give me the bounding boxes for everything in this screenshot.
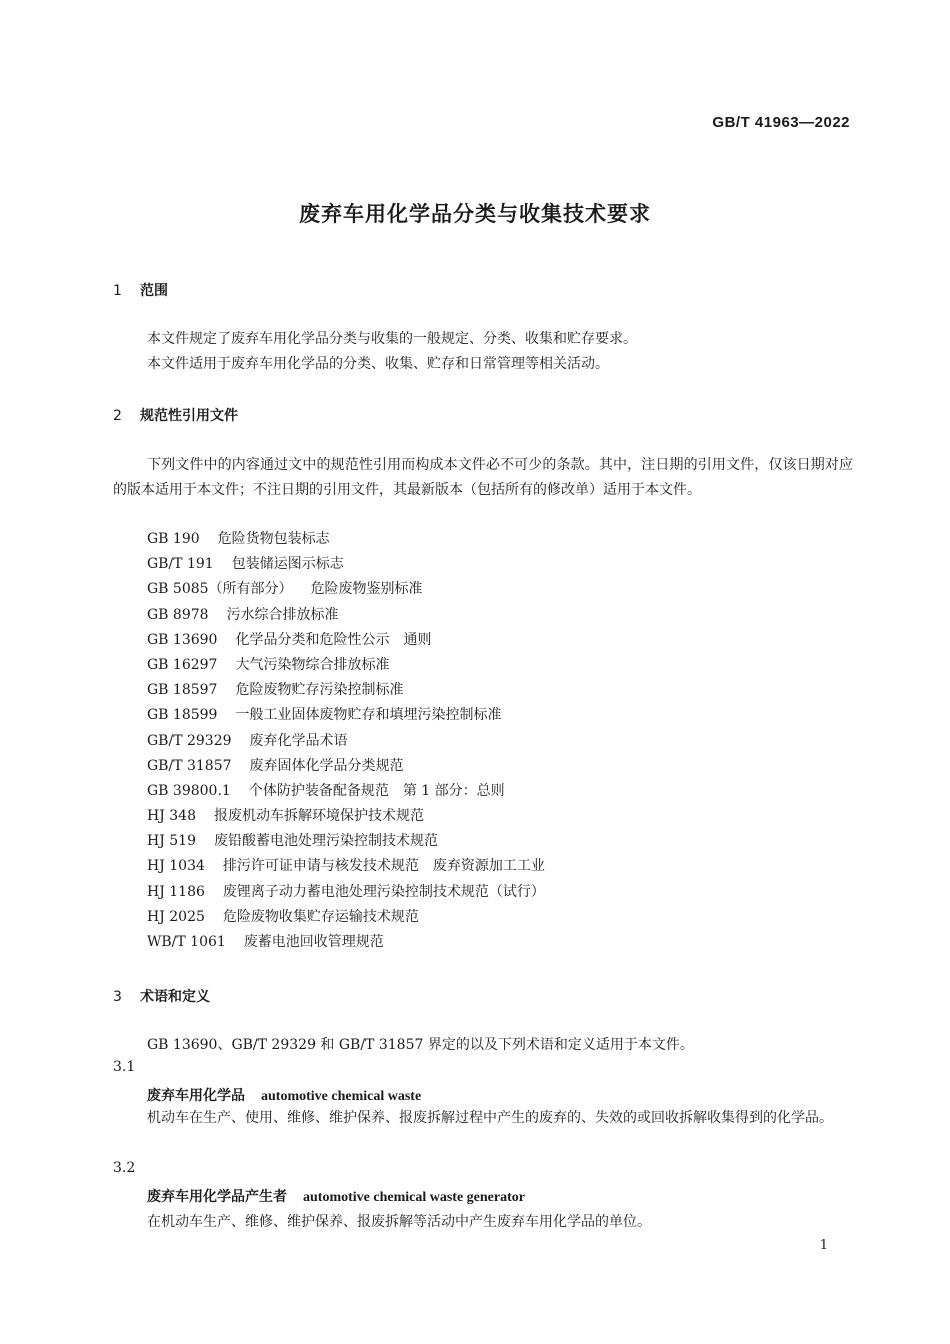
reference-code: HJ 2025	[147, 908, 205, 925]
list-item	[147, 804, 545, 829]
term-english: automotive chemical waste generator	[303, 1190, 525, 1205]
reference-code: GB/T 191	[147, 556, 214, 573]
standard-number: GB/T 41963—2022	[712, 114, 850, 131]
reference-code: HJ 519	[147, 833, 196, 850]
reference-title: 个体防护装备配备规范 第 1 部分：总则	[248, 782, 505, 799]
section-title: 规范性引用文件	[140, 408, 238, 424]
reference-title: 危险废物收集贮存运输技术规范	[222, 908, 419, 925]
term-chinese: 废弃车用化学品产生者	[147, 1189, 287, 1205]
list-item	[147, 854, 545, 879]
reference-list	[147, 527, 545, 955]
reference-title: 危险废物鉴别标准	[310, 581, 423, 598]
reference-title: 废铅酸蓄电池处理污染控制技术规范	[214, 833, 438, 850]
reference-code: HJ 1186	[147, 883, 205, 900]
reference-code: GB 16297	[147, 656, 218, 673]
list-item	[147, 829, 545, 854]
section-number: 3	[113, 989, 122, 1005]
list-item	[147, 729, 545, 754]
reference-title: 一般工业固体废物贮存和填埋污染控制标准	[235, 707, 502, 724]
references-intro: 下列文件中的内容通过文中的规范性引用而构成本文件必不可少的条款。其中，注日期的引用文件，仅该日期对应的版本适用于本文件；不注日期的引用文件，其最新版本（包括所有的修改单）适用于本文件。	[113, 457, 853, 498]
list-item	[147, 653, 545, 678]
list-item	[147, 930, 545, 955]
reference-title: 排污许可证申请与核发技术规范 废弃资源加工工业	[222, 858, 545, 875]
paragraph: 本文件适用于废弃车用化学品的分类、收集、贮存和日常管理等相关活动。	[147, 356, 609, 372]
reference-code: GB 39800.1	[147, 782, 231, 799]
terms-intro: GB 13690、GB/T 29329 和 GB/T 31857 界定的以及下列术语和定义适用于本文件。	[147, 1037, 694, 1053]
section-heading-scope	[113, 280, 168, 300]
paragraph	[113, 453, 853, 503]
reference-code: GB/T 31857	[147, 757, 232, 774]
reference-code: WB/T 1061	[147, 934, 226, 950]
section-heading-normative-references	[113, 405, 238, 425]
reference-title: 废弃固体化学品分类规范	[249, 757, 404, 774]
term-definition: 在机动车生产、维修、维护保养、报废拆解等活动中产生废弃车用化学品的单位。	[147, 1214, 651, 1230]
section-title: 术语和定义	[140, 989, 210, 1005]
reference-code: GB 18597	[147, 682, 218, 699]
section-number: 1	[113, 283, 122, 299]
term-chinese: 废弃车用化学品	[147, 1088, 245, 1104]
section-number: 2	[113, 408, 122, 424]
list-item	[147, 754, 545, 779]
reference-code: GB 13690	[147, 631, 218, 648]
document-title: 废弃车用化学品分类与收集技术要求	[299, 202, 651, 226]
list-item	[147, 905, 545, 930]
list-item	[147, 527, 545, 552]
reference-title: 废蓄电池回收管理规范	[243, 934, 384, 950]
list-item	[147, 678, 545, 703]
reference-code: GB/T 29329	[147, 732, 232, 749]
term-english: automotive chemical waste	[261, 1089, 422, 1104]
list-item	[147, 628, 545, 653]
term-heading	[147, 1085, 421, 1105]
reference-title: 化学品分类和危险性公示 通则	[235, 631, 432, 648]
section-title: 范围	[140, 283, 168, 299]
reference-title: 废弃化学品术语	[249, 732, 348, 749]
reference-code: GB 18599	[147, 707, 218, 724]
paragraph: 本文件规定了废弃车用化学品分类与收集的一般规定、分类、收集和贮存要求。	[147, 331, 637, 347]
reference-title: 报废机动车拆解环境保护技术规范	[214, 808, 424, 825]
list-item	[147, 779, 545, 804]
reference-title: 包装储运图示标志	[231, 556, 344, 573]
list-item	[147, 577, 545, 602]
reference-code: HJ 1034	[147, 858, 205, 875]
reference-title: 危险货物包装标志	[217, 531, 330, 547]
reference-code: HJ 348	[147, 808, 196, 825]
page-number: 1	[819, 1238, 828, 1253]
list-item	[147, 603, 545, 628]
reference-title: 大气污染物综合排放标准	[235, 656, 390, 673]
list-item	[147, 880, 545, 905]
term-number: 3.2	[113, 1160, 136, 1176]
reference-title: 危险废物贮存污染控制标准	[235, 682, 404, 699]
section-heading-terms	[113, 986, 210, 1006]
reference-title: 废锂离子动力蓄电池处理污染控制技术规范（试行）	[222, 883, 545, 900]
term-number: 3.1	[113, 1059, 136, 1075]
list-item	[147, 552, 545, 577]
term-heading	[147, 1186, 525, 1206]
term-definition	[113, 1106, 853, 1131]
reference-code: GB 5085（所有部分）	[147, 581, 293, 598]
definition-text: 机动车在生产、使用、维修、维护保养、报废拆解过程中产生的废弃的、失效的或回收拆解收集得到的化学品。	[147, 1110, 833, 1126]
reference-code: GB 190	[147, 531, 200, 547]
reference-code: GB 8978	[147, 606, 209, 623]
reference-title: 污水综合排放标准	[226, 606, 339, 623]
list-item	[147, 703, 545, 728]
